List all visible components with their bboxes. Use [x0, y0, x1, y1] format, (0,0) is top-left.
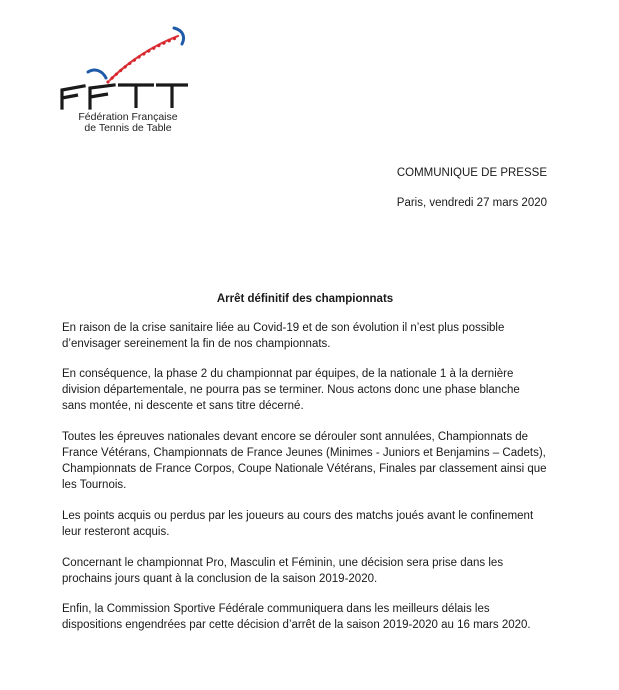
paragraph-line: leur resteront acquis.	[62, 526, 170, 538]
paragraph-5	[62, 555, 548, 587]
paragraph-line: Toutes les épreuves nationales devant encore se dérouler sont annulées, Championnats de	[62, 431, 529, 443]
logo-org-line-1: Fédération Française	[78, 111, 178, 123]
paragraph-line: les Tournois.	[62, 479, 127, 491]
paragraph-line: En raison de la crise sanitaire liée au Covid-19 et de son évolution il n’est plus possible	[62, 322, 505, 334]
paragraph-line: prochains jours quant à la conclusion de la saison 2019-2020.	[62, 573, 378, 585]
paragraph-2	[62, 366, 548, 414]
paragraph-line: France Vétérans, Championnats de France Jeunes (Minimes - Juniors et Benjamins – Cadets),	[62, 447, 546, 459]
fftt-logo-graphic	[58, 24, 198, 112]
paragraph-line: Enfin, la Commission Sportive Fédérale communiquera dans les meilleurs délais les	[62, 603, 490, 615]
paragraph-4	[62, 508, 548, 540]
paragraph-line: sans montée, ni descente et sans titre décerné.	[62, 400, 304, 412]
paragraph-line: d’envisager sereinement la fin de nos championnats.	[62, 338, 331, 350]
paragraph-line: Concernant le championnat Pro, Masculin et Féminin, une décision sera prise dans les	[62, 557, 504, 569]
document-type: COMMUNIQUE DE PRESSE	[396, 167, 547, 179]
paragraph-line: Championnats de France Corpos, Coupe Nationale Vétérans, Finales par classement ainsi que	[62, 463, 547, 475]
dateline: Paris, vendredi 27 mars 2020	[396, 197, 547, 209]
paragraph-6	[62, 601, 548, 633]
paragraph-line: En conséquence, la phase 2 du championnat par équipes, de la nationale 1 à la dernière	[62, 368, 514, 380]
paragraph-1	[62, 320, 548, 352]
fftt-logo	[58, 24, 198, 136]
paragraph-line: division départementale, ne pourra pas se terminer. Nous actons donc une phase blanche	[62, 384, 520, 396]
paragraph-line: dispositions engendrées par cette décision d’arrêt de la saison 2019-2020 au 16 mars 2020.	[62, 619, 531, 631]
paragraph-line: Les points acquis ou perdus par les joueurs au cours des matchs joués avant le confinement	[62, 510, 534, 522]
press-release-title: Arrêt définitif des championnats	[216, 293, 394, 305]
paragraph-3	[62, 429, 548, 493]
logo-org-line-2: de Tennis de Table	[84, 122, 172, 134]
